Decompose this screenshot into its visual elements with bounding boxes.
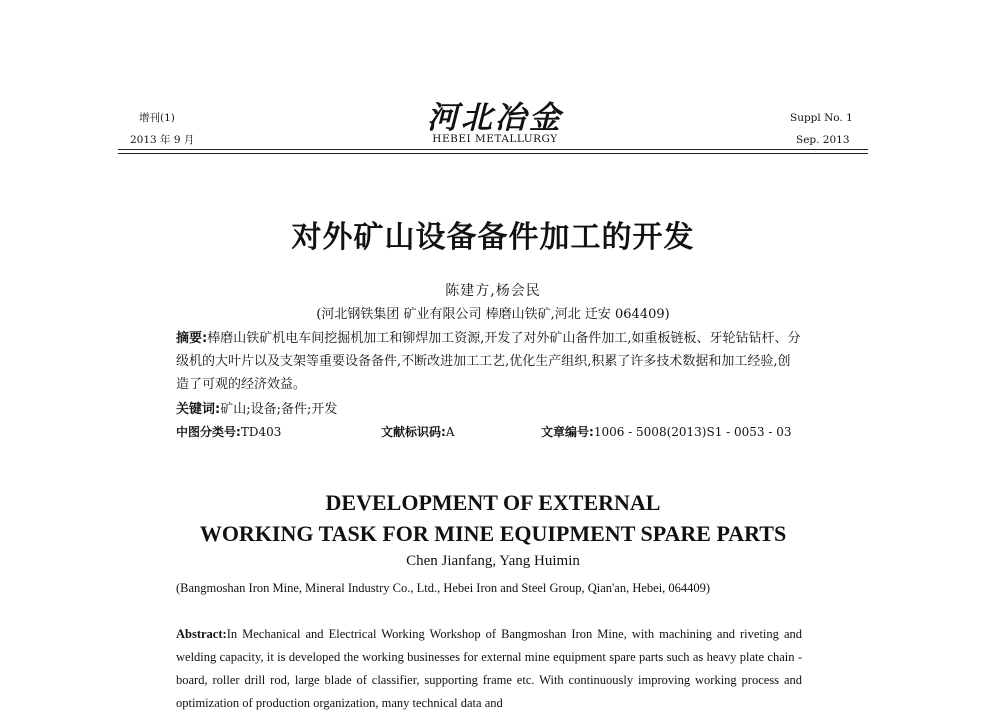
- clc-label: 中图分类号:: [176, 425, 241, 439]
- article-number: [541, 423, 792, 440]
- abstract-en-text: In Mechanical and Electrical Working Workshop of Bangmoshan Iron Mine, with machining and riveting and welding capacity, it is developed the working businesses for external mine equipment spare parts such as heavy plate chain - board, roller drill rod, large blade of classifier, supporting frame etc. With continuously improving working process and optimization of production organization, many technical data and: [176, 627, 802, 710]
- article-title-cn: 对外矿山设备备件加工的开发: [291, 220, 695, 255]
- header-rule-bottom: [118, 153, 868, 154]
- authors-cn: 陈建方,杨会民: [445, 283, 541, 299]
- authors-en: Chen Jianfang, Yang Huimin: [406, 553, 580, 569]
- header-supplement-cn: 增刊(1): [139, 112, 175, 124]
- journal-title-en: HEBEI METALLURGY: [432, 133, 558, 145]
- affiliation-en: (Bangmoshan Iron Mine, Mineral Industry Co., Ltd., Hebei Iron and Steel Group, Qian'an, Hebei, 064409): [176, 581, 711, 595]
- document-code: [381, 423, 454, 440]
- journal-title-cn: 河北冶金: [427, 100, 563, 136]
- keywords-cn-label: 关键词:: [176, 402, 221, 417]
- header-date-cn: 2013 年 9 月: [130, 134, 195, 146]
- clc-number: [176, 423, 281, 440]
- header-date-en: Sep. 2013: [796, 134, 850, 146]
- abstract-en: [176, 623, 802, 715]
- article-title-en-line1: DEVELOPMENT OF EXTERNAL: [325, 490, 661, 515]
- abstract-cn-label: 摘要:: [176, 331, 208, 346]
- abstract-en-label: Abstract:: [176, 627, 227, 641]
- header-rule-top: [118, 149, 868, 150]
- article-value: 1006 - 5008(2013)S1 - 0053 - 03: [593, 425, 792, 439]
- abstract-cn-text: 棒磨山铁矿机电车间挖掘机加工和铆焊加工资源,开发了对外矿山备件加工,如重板链板、牙轮钻钻杆、分级机的大叶片以及支架等重要设备备件,不断改进加工工艺,优化生产组织,积累了许多技术数据和加工经验,创造了可观的经济效益。: [176, 331, 801, 392]
- clc-value: TD403: [240, 425, 282, 439]
- article-title-en-line2: WORKING TASK FOR MINE EQUIPMENT SPARE PARTS: [199, 521, 787, 546]
- keywords-cn-text: 矿山;设备;备件;开发: [220, 402, 338, 417]
- keywords-cn: [176, 398, 802, 421]
- abstract-cn: [176, 327, 802, 396]
- affiliation-cn: (河北钢铁集团 矿业有限公司 棒磨山铁矿,河北 迁安 064409): [316, 307, 670, 322]
- header-supplement-en: Suppl No. 1: [790, 112, 853, 124]
- article-label: 文章编号:: [541, 425, 594, 439]
- doc-label: 文献标识码:: [381, 425, 446, 439]
- doc-value: A: [445, 425, 455, 439]
